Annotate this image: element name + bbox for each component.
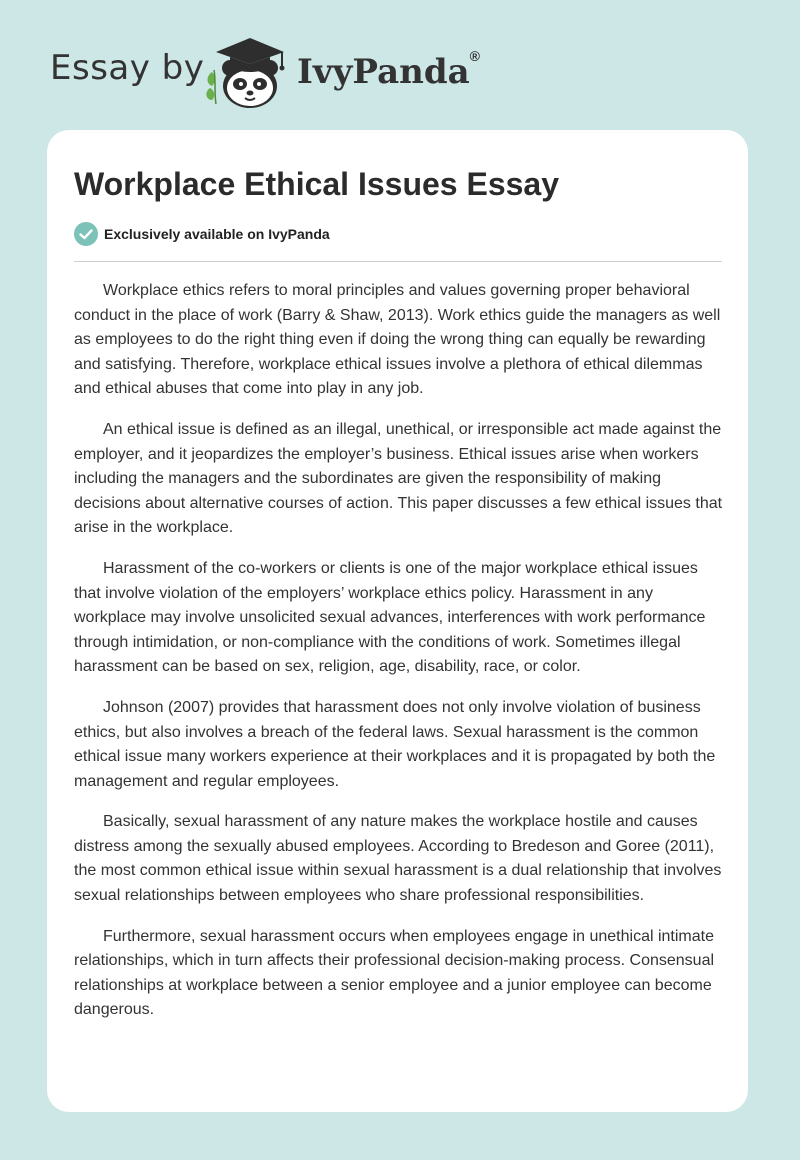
paragraph: Workplace ethics refers to moral principles and values governing proper behavioral conduct in the place of work (Barry & Shaw, 2013). Work ethics guide the managers as well as employees to do the right thing even if doing the wrong thing can equally be rewarding and satisfying. Therefore, workplace ethical issues involve a plethora of ethical dilemmas and ethical abuses that come into play in any job. <box>74 282 721 398</box>
essay-by-label: Essay by <box>50 48 205 88</box>
registered-mark: ® <box>469 48 480 64</box>
check-circle-icon <box>74 222 98 246</box>
paragraph: Harassment of the co-workers or clients is one of the major workplace ethical issues that involve violation of the employers’ workplace ethics policy. Harassment in any workplace may involve unsolicited sexual advances, interferences with work performance through intimidation, or non-compliance with the conditions of work. Sometimes illegal harassment can be based on sex, religion, age, disability, race, or color. <box>74 559 706 676</box>
paragraph: An ethical issue is defined as an illegal, unethical, or irresponsible act made against the employer, and it jeopardizes the employer’s business. Ethical issues arise when workers including the managers and the subordinates are given the responsibility of making decisions about alternative courses of action. This paper discusses a few ethical issues that arise in the workplace. <box>74 420 723 537</box>
exclusive-badge <box>74 222 330 246</box>
exclusive-badge-label: Exclusively available on IvyPanda <box>104 226 330 242</box>
brand-name[interactable] <box>297 48 480 92</box>
divider <box>74 261 722 262</box>
paragraph: Furthermore, sexual harassment occurs when employees engage in unethical intimate relationships, which in turn affects their professional decision-making process. Consensual relationships at workplace between a senior employee and a junior employee can become dangerous. <box>74 927 715 1019</box>
ivy-leaf-icon <box>206 70 216 104</box>
paragraph: Basically, sexual harassment of any nature makes the workplace hostile and causes distress among the sexually abused employees. According to Bredeson and Goree (2011), the most common ethical issue within sexual harassment is a dual relationship that involves sexual relationships between employees who share professional responsibilities. <box>74 813 722 905</box>
essay-body <box>74 279 724 1039</box>
page-title: Workplace Ethical Issues Essay <box>74 166 559 202</box>
paragraph: Johnson (2007) provides that harassment does not only involve violation of business ethics, but also involves a breach of the federal laws. Sexual harassment is the common ethical issue many workers experience at their workplaces and it is propagated by both the management and regular employees. <box>74 698 716 790</box>
brand-text: IvyPanda <box>297 52 470 92</box>
panda-graduate-icon[interactable] <box>204 30 294 110</box>
essay-card <box>47 130 748 1112</box>
site-header <box>0 0 800 130</box>
